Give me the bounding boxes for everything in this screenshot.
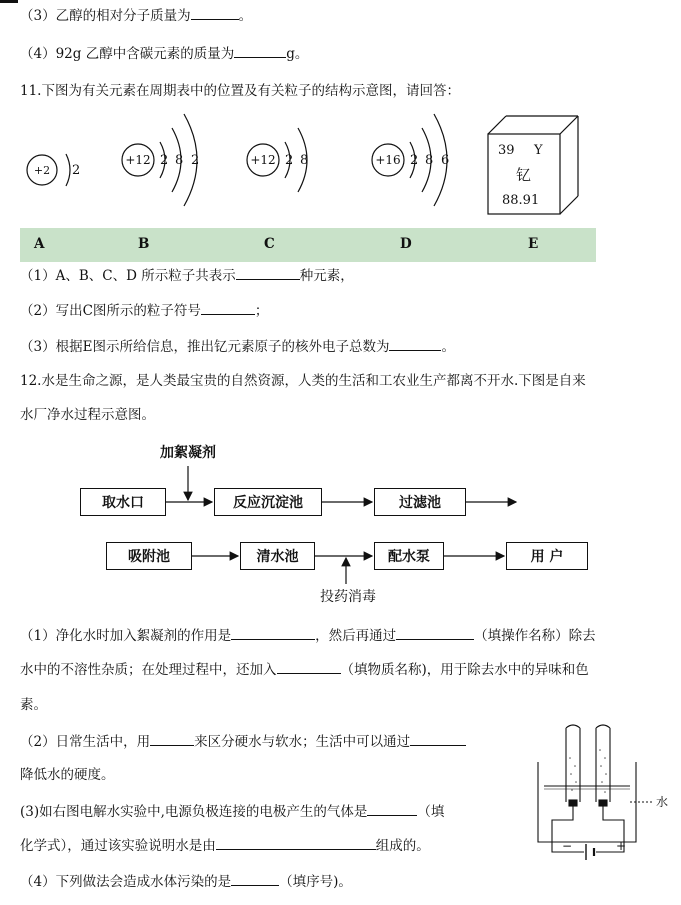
label-e: E xyxy=(528,236,539,252)
box-adsorption-tank: 吸附池 xyxy=(106,542,192,570)
q12-sub1-text-e: （填物质名称)，用于除去水中的异味和色 xyxy=(340,662,589,678)
label-add-coagulant: 加絮凝剂 xyxy=(160,445,216,461)
element-atomic-mass: 88.91 xyxy=(502,193,540,208)
water-label: 水 xyxy=(656,795,669,809)
electrolysis-apparatus xyxy=(532,722,672,870)
trough xyxy=(538,762,636,842)
q11-sub1-end: 种元素， xyxy=(299,268,354,284)
q12-sub3-text-d: 组成的。 xyxy=(375,838,430,854)
label-a: A xyxy=(34,236,45,252)
answer-blank[interactable] xyxy=(216,836,376,850)
atom-d-nucleus-label: +16 xyxy=(375,153,401,167)
q12-sub1-text-b: ，然后再通过 xyxy=(315,628,397,644)
q12-sub1-line1 xyxy=(20,626,596,645)
negative-terminal: − xyxy=(562,839,573,853)
q12-sub3-text-c: 化学式），通过该实验说明水是由 xyxy=(20,838,216,854)
q11-sub3-end: 。 xyxy=(441,339,455,355)
box-filter-tank: 过滤池 xyxy=(374,488,466,516)
box-user: 用 户 xyxy=(506,542,588,570)
q10-line3-text: （3）乙醇的相对分子质量为 xyxy=(20,8,191,24)
answer-blank[interactable] xyxy=(367,802,417,816)
atom-b-shell-3-count: 2 xyxy=(191,153,200,168)
element-atomic-number: 39 xyxy=(498,143,515,158)
q12-sub2-text-b: 来区分硬水与软水；生活中可以通过 xyxy=(194,734,411,750)
q10-line4-text: （4）92g 乙醇中含碳元素的质量为 xyxy=(20,46,235,62)
q11-sub1-text: （1）A、B、C、D 所示粒子共表示 xyxy=(20,268,236,284)
atom-c-nucleus-label: +12 xyxy=(250,153,276,167)
q11-sub3-text: （3）根据E图示所给信息，推出钇元素原子的核外电子总数为 xyxy=(20,339,390,355)
atom-d-shell-3-count: 6 xyxy=(441,153,450,168)
q12-sub1-text-c: （填操作名称）除去 xyxy=(474,628,596,644)
answer-blank[interactable] xyxy=(410,732,466,746)
answer-blank[interactable] xyxy=(231,872,279,886)
q12-sub4 xyxy=(20,872,352,891)
label-disinfection: 投药消毒 xyxy=(320,589,376,605)
q12-sub1-text-d: 水中的不溶性杂质；在处理过程中，还加入 xyxy=(20,662,277,678)
q12-sub4-text-b: （填序号)。 xyxy=(279,874,352,890)
element-symbol: Y xyxy=(534,143,543,158)
atom-d-shell-2-count: 8 xyxy=(425,153,434,168)
q10-line4-end: g。 xyxy=(286,46,309,62)
answer-blank[interactable] xyxy=(231,626,315,640)
q12-stem-line1: 12.水是生命之源，是人类最宝贵的自然资源，人类的生活和工农业生产都离不开水.下图是自来 xyxy=(20,373,586,389)
q10-line3-end: 。 xyxy=(238,8,253,24)
answer-blank[interactable] xyxy=(277,660,341,674)
q12-sub3-line1 xyxy=(20,802,444,821)
q12-stem-line2: 水厂净水过程示意图。 xyxy=(20,407,155,423)
box-distribution-pump: 配水泵 xyxy=(374,542,444,570)
element-name: 钇 xyxy=(516,166,532,184)
q11-sub2-text: （2）写出C图所示的粒子符号 xyxy=(20,303,201,319)
label-b: B xyxy=(138,236,150,252)
q12-sub3-line2 xyxy=(20,836,430,855)
atom-d-shell-1-count: 2 xyxy=(410,153,419,168)
atom-b-shell-1-count: 2 xyxy=(160,153,169,168)
q12-sub2-line1 xyxy=(20,732,466,751)
box-clear-water-tank: 清水池 xyxy=(240,542,315,570)
q11-stem: 11.下图为有关元素在周期表中的位置及有关粒子的结构示意图，请回答： xyxy=(20,83,460,99)
q11-sub2-end: ； xyxy=(254,303,269,319)
q12-sub1-line2 xyxy=(20,660,589,679)
label-d: D xyxy=(400,236,412,252)
left-test-tube xyxy=(566,725,580,802)
box-water-intake: 取水口 xyxy=(80,488,166,516)
atom-b-nucleus-label: +12 xyxy=(125,153,151,167)
atom-b-shell-2-count: 8 xyxy=(175,153,184,168)
q12-sub1-line3: 素。 xyxy=(20,697,47,713)
q12-sub2-line2: 降低水的硬度。 xyxy=(20,767,115,783)
atom-c-shell-1-count: 2 xyxy=(285,153,294,168)
answer-blank[interactable] xyxy=(150,732,194,746)
box-sedimentation-tank: 反应沉淀池 xyxy=(214,488,322,516)
answer-blank[interactable] xyxy=(396,626,474,640)
atom-a-shell-1-count: 2 xyxy=(72,163,81,178)
atom-c-shell-2-count: 8 xyxy=(300,153,309,168)
q12-sub3-text-b: （填 xyxy=(417,804,445,820)
positive-terminal: + xyxy=(616,839,627,853)
atom-a-nucleus-label: +2 xyxy=(33,164,51,177)
q12-sub1-text-a: （1）净化水时加入絮凝剂的作用是 xyxy=(20,628,232,644)
q12-sub4-text-a: （4）下列做法会造成水体污染的是 xyxy=(20,874,232,890)
q12-sub3-text-a: (3)如右图电解水实验中,电源负极连接的电极产生的气体是 xyxy=(20,804,368,820)
right-test-tube xyxy=(596,725,610,802)
label-c: C xyxy=(264,236,275,252)
q12-sub2-text-a: （2）日常生活中，用 xyxy=(20,734,151,750)
